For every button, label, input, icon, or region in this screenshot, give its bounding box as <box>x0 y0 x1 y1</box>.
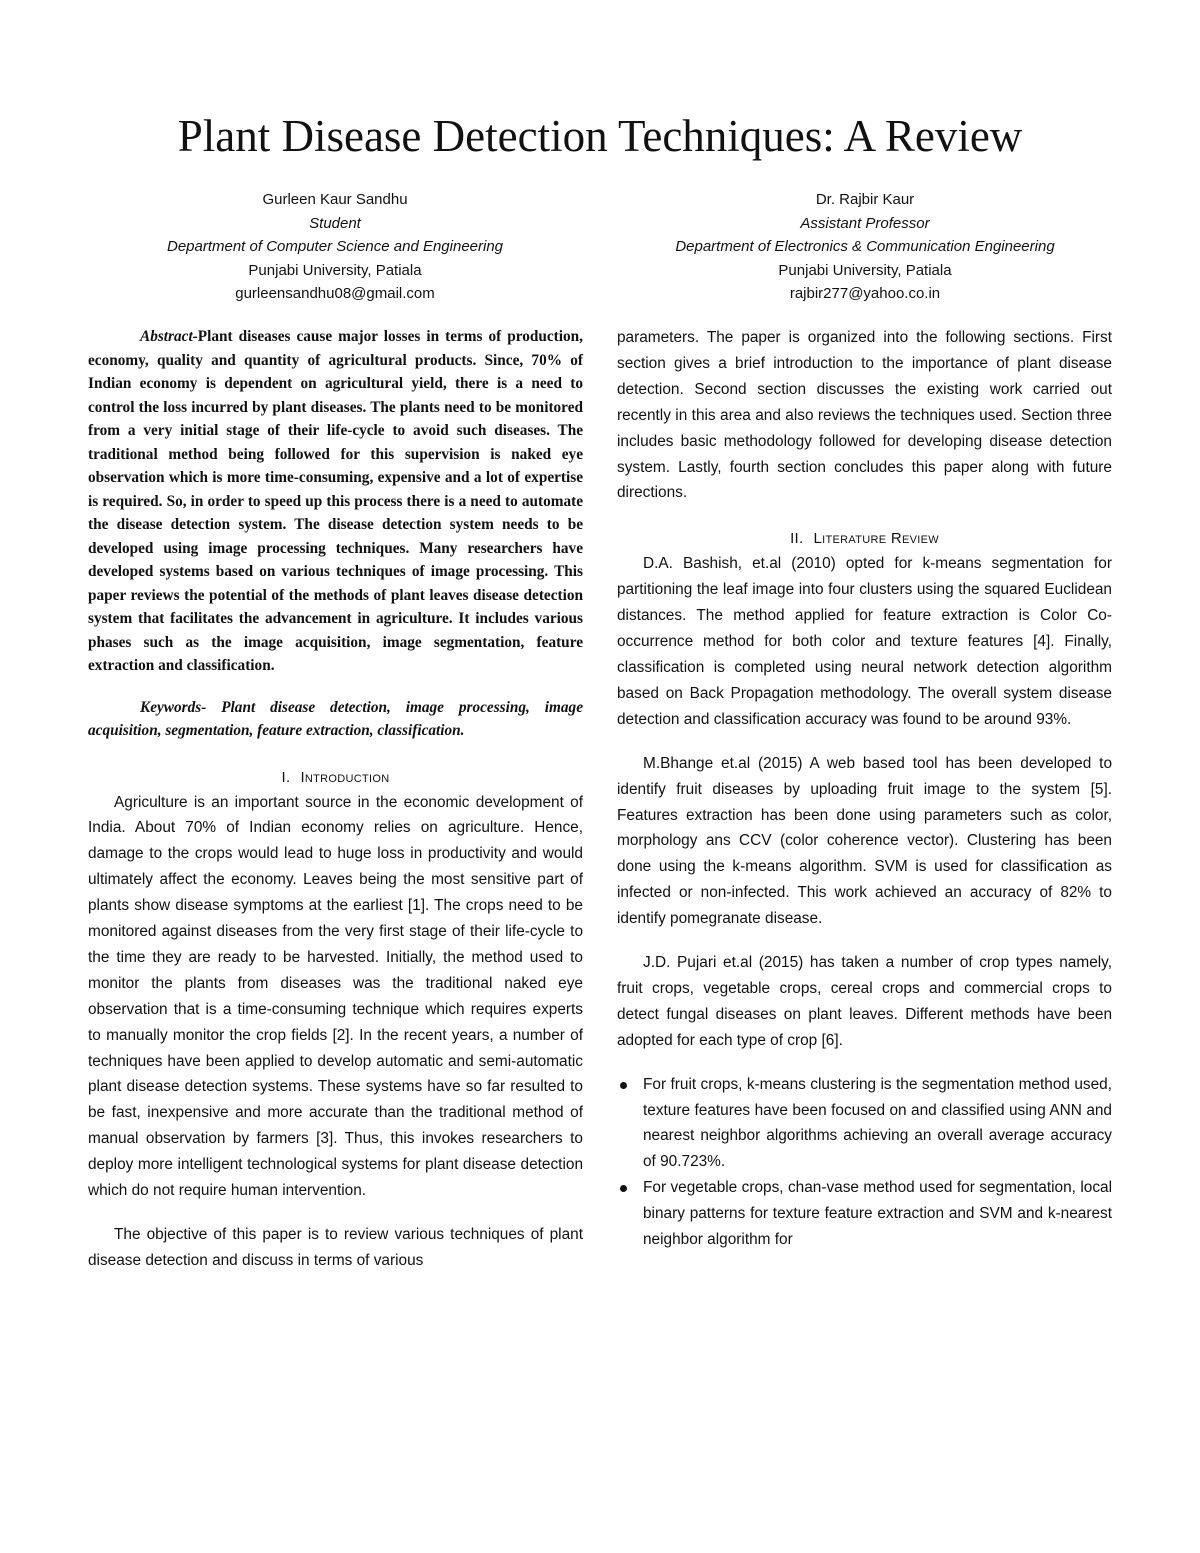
section-number: I. <box>281 768 291 786</box>
bullet-list <box>617 1072 1112 1253</box>
keywords: Keywords- Plant disease detection, image processing, image acquisition, segmentation, feature extraction, classification. <box>88 698 583 739</box>
section-number: II. <box>790 530 804 548</box>
author-institution: Punjabi University, Patiala <box>778 261 952 279</box>
author-department: Department of Computer Science and Engineering <box>166 238 504 256</box>
author-email: rajbir277@yahoo.co.in <box>789 285 941 303</box>
author-role: Assistant Professor <box>800 214 930 232</box>
bullet-icon <box>620 1185 627 1192</box>
paragraph: D.A. Bashish, et.al (2010) opted for k-means segmentation for partitioning the leaf image into four clusters using the squared Euclidean distances. The method applied for feature extraction is Color Co-occurrence method for both color and texture features [4]. Finally, classification is completed using neural network detection algorithm based on Back Propagation methodology. The overall system disease detection and classification accuracy was found to be around 93%. <box>617 555 1112 728</box>
paper-title: Plant Disease Detection Techniques: A Review <box>177 111 1023 161</box>
list-item <box>617 1175 1112 1253</box>
author-name: Gurleen Kaur Sandhu <box>262 191 408 208</box>
abstract-lead: Abstract- <box>140 328 198 345</box>
author-institution: Punjabi University, Patiala <box>248 261 422 279</box>
author-email: gurleensandhu08@gmail.com <box>235 285 435 303</box>
paragraph: parameters. The paper is organized into the following sections. First section gives a brief introduction to the importance of plant disease detection. Second section discusses the existing work carried out recently in this area and also reviews the techniques used. Section three includes basic methodology followed for developing disease detection system. Lastly, fourth section concludes this paper along with future directions. <box>617 329 1112 502</box>
list-item-text: For fruit crops, k-means clustering is the segmentation method used, texture features have been focused on and classified using ANN and nearest neighbor algorithms achieving an overall average accuracy of 90.723%. <box>643 1075 1112 1171</box>
section-title: Introduction <box>300 768 390 786</box>
left-column <box>88 325 583 1274</box>
paragraph: J.D. Pujari et.al (2015) has taken a number of crop types namely, fruit crops, vegetable crops, cereal crops and commercial crops to detect fungal diseases on plant leaves. Different methods have been adopted for each type of crop [6]. <box>617 954 1112 1049</box>
abstract-text: Plant diseases cause major losses in terms of production, economy, quality and quantity of agricultural products. Since, 70% of Indian economy is dependent on agricultural yield, there is a need to control the loss incurred by plant diseases. The plants need to be monitored from a very initial stage of their life-cycle to avoid such diseases. The traditional method being followed for this supervision is naked eye observation which is more time-consuming, expensive and a lot of expertise is required. So, in order to speed up this process there is a need to automate the disease detection system. The disease detection system needs to be developed using image processing techniques. Many researchers have developed systems based on various techniques of image processing. This paper reviews the potential of the methods of plant leaves disease detection system that facilitates the advancement in agriculture. It includes various phases such as the image acquisition, image segmentation, feature extraction and classification. <box>88 328 583 674</box>
right-column <box>617 325 1112 1253</box>
paragraph: M.Bhange et.al (2015) A web based tool has been developed to identify fruit diseases by uploading fruit image to the system [5]. Features extraction has been done using parameters such as color, morphology ans CCV (color coherence vector). Clustering has been done using the k-means algorithm. SVM is used for classification as infected or non-infected. This work achieved an accuracy of 82% to identify pomegranate disease. <box>617 754 1112 928</box>
author-role: Student <box>309 214 361 232</box>
author-department: Department of Electronics & Communication Engineering <box>675 238 1055 256</box>
section-heading-literature-review <box>617 526 1112 551</box>
abstract <box>88 325 583 678</box>
author-name: Dr. Rajbir Kaur <box>815 191 915 208</box>
section-title: Literature Review <box>813 530 939 548</box>
author-block-1 <box>115 188 555 306</box>
paragraph: Agriculture is an important source in the economic development of India. About 70% of Indian economy relies on agriculture. Hence, damage to the crops would lead to huge loss in productivity and would ultimately affect the economy. Leaves being the most sensitive part of plants show disease symptoms at the earliest [1]. The crops need to be monitored against diseases from the very first stage of their life-cycle to the time they are ready to be harvested. Initially, the method used to monitor the plants from diseases was the traditional naked eye observation that is a time-consuming technique which requires experts to manually monitor the crop fields [2]. In the recent years, a number of techniques have been applied to develop automatic and semi-automatic plant disease detection systems. These systems have so far resulted to be fast, inexpensive and more accurate than the traditional method of manual observation by farmers [3]. Thus, this invokes researchers to deploy more intelligent technological systems for plant disease detection which do not require human intervention. <box>88 793 583 1200</box>
paragraph: The objective of this paper is to review various techniques of plant disease detection and discuss in terms of various <box>88 1226 583 1269</box>
list-item <box>617 1072 1112 1176</box>
bullet-icon <box>620 1082 627 1089</box>
list-item-text: For vegetable crops, chan-vase method used for segmentation, local binary patterns for texture feature extraction and SVM and k-nearest neighbor algorithm for <box>643 1179 1112 1249</box>
author-block-2 <box>645 188 1085 306</box>
section-heading-introduction <box>88 765 583 790</box>
